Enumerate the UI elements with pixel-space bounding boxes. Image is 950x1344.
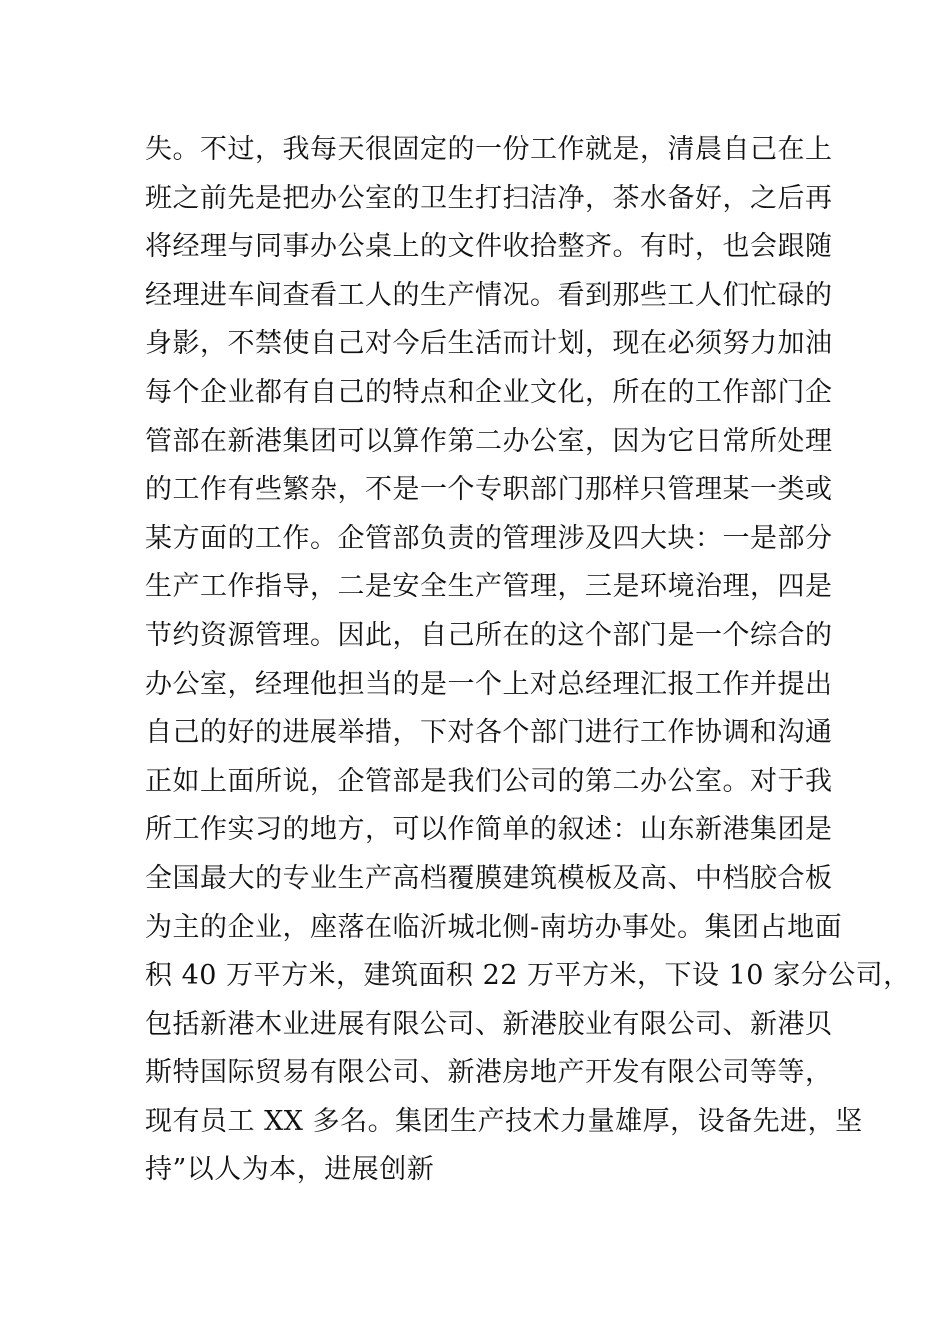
text-line: 积 40 万平方米，建筑面积 22 万平方米，下设 10 家分公司， <box>145 960 911 992</box>
text-line: 班之前先是把办公室的卫生打扫洁净，茶水备好，之后再 <box>145 182 833 214</box>
text-line: 全国最大的专业生产高档覆膜建筑模板及高、中档胶合板 <box>145 862 833 894</box>
body-text <box>145 126 911 1195</box>
text-line: 节约资源管理。因此，自己所在的这个部门是一个综合的 <box>145 619 833 651</box>
text-line: 失。不过，我每天很固定的一份工作就是，清晨自己在上 <box>145 134 833 165</box>
text-line: 斯特国际贸易有限公司、新港房地产开发有限公司等等， <box>145 1057 833 1089</box>
text-line: 包括新港木业进展有限公司、新港胶业有限公司、新港贝 <box>145 1008 833 1040</box>
text-line: 为主的企业，座落在临沂城北侧-南坊办事处。集团占地面 <box>145 911 843 943</box>
text-line: 自己的好的进展举措，下对各个部门进行工作协调和沟通 <box>145 717 833 749</box>
text-line: 现有员工 XX 多名。集团生产技术力量雄厚，设备先进，坚 <box>145 1105 863 1137</box>
text-line: 办公室，经理他担当的是一个上对总经理汇报工作并提出 <box>145 668 833 700</box>
text-line: 经理进车间查看工人的生产情况。看到那些工人们忙碌的 <box>145 279 833 311</box>
text-line: 的工作有些繁杂，不是一个专职部门那样只管理某一类或 <box>145 474 833 506</box>
text-line: 生产工作指导，二是安全生产管理，三是环境治理，四是 <box>145 571 833 603</box>
text-line: 身影，不禁使自己对今后生活而计划，现在必须努力加油 <box>145 328 833 360</box>
text-line: 某方面的工作。企管部负责的管理涉及四大块：一是部分 <box>145 522 833 554</box>
text-line: 每个企业都有自己的特点和企业文化，所在的工作部门企 <box>145 376 833 408</box>
text-line: 管部在新港集团可以算作第二办公室，因为它日常所处理 <box>145 425 833 457</box>
text-line: 所工作实习的地方，可以作简单的叙述：山东新港集团是 <box>145 814 833 846</box>
text-line: 持”以人为本，进展创新 <box>145 1154 435 1186</box>
text-line: 正如上面所说，企管部是我们公司的第二办公室。对于我 <box>145 765 833 797</box>
text-line: 将经理与同事办公桌上的文件收拾整齐。有时，也会跟随 <box>145 231 833 263</box>
